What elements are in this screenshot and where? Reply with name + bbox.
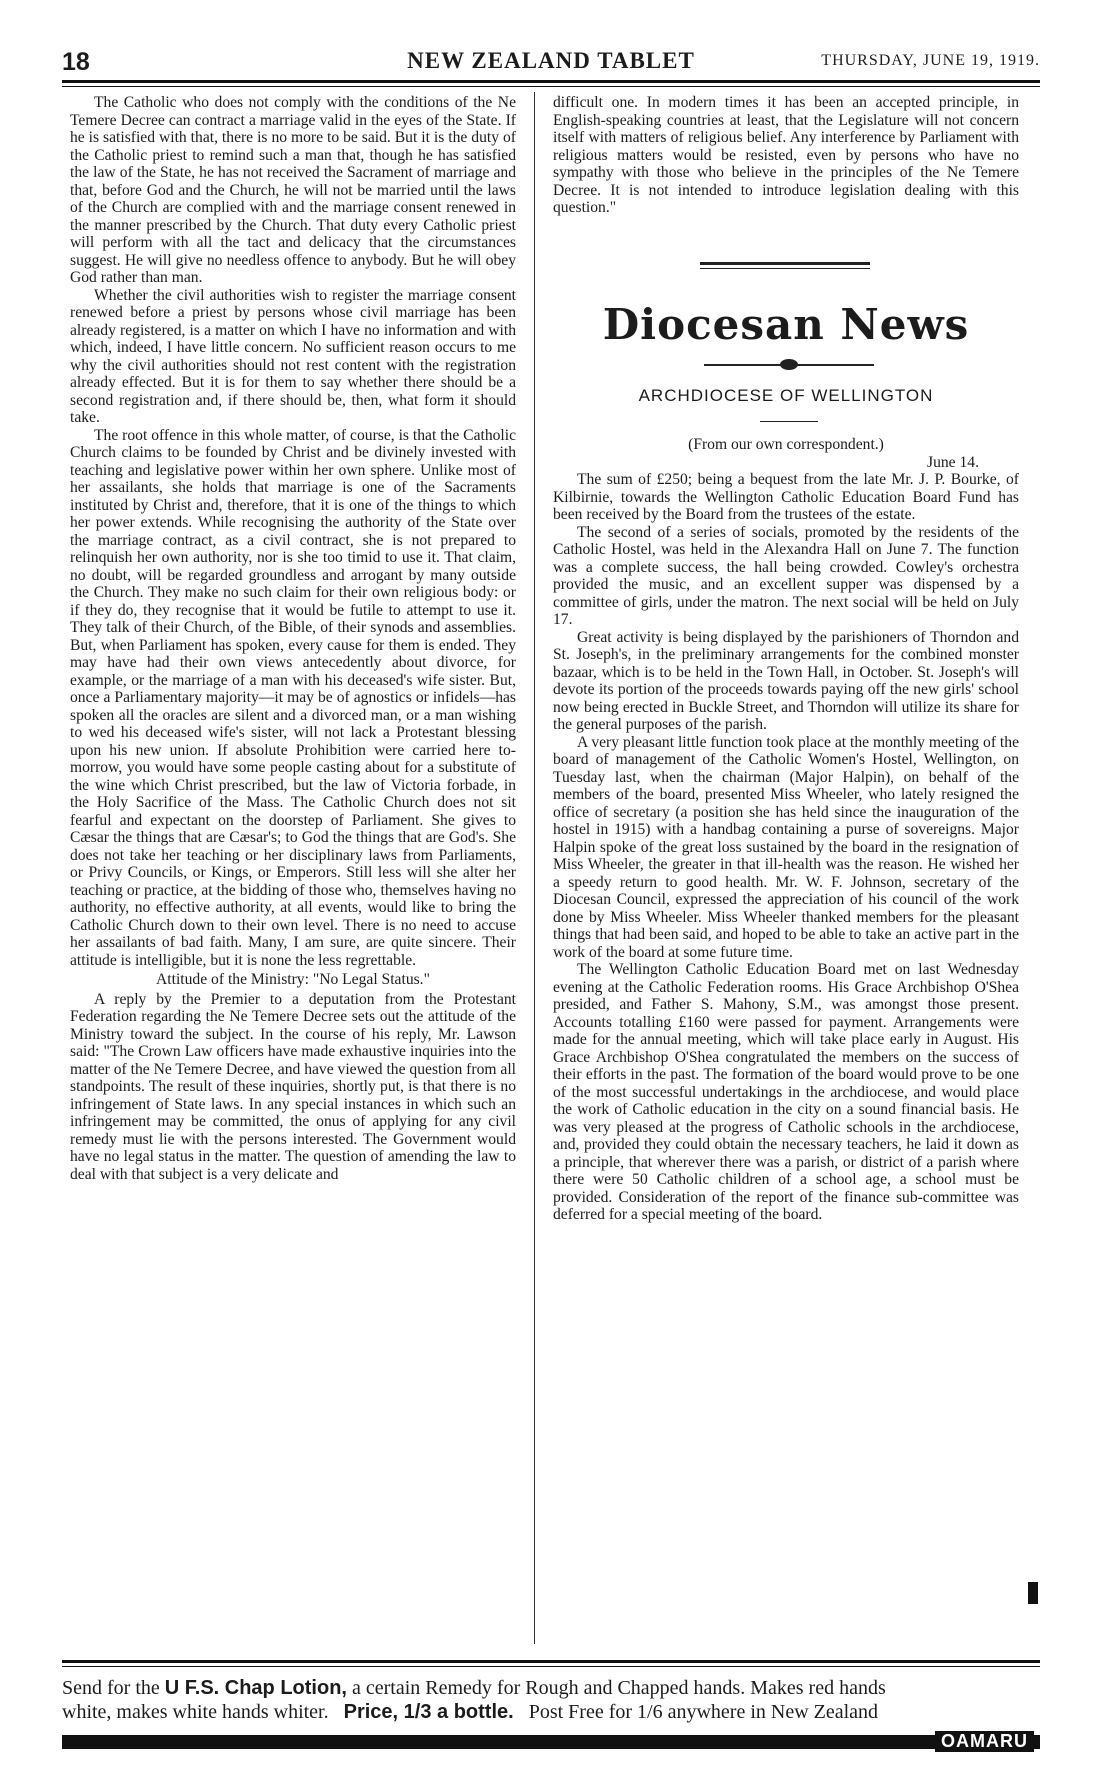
news-paragraph: The second of a series of socials, promoted by the residents of the Catholic Hostel, was held in the Alexandra Hall on June 7. The function was a complete success, the hall being crowded. Cowley's orchestra provided the music, and an excellent supper was dispensed by a committee of girls, under the matron. The next social will be held on July 17. <box>553 523 1019 628</box>
right-column-top <box>553 94 1019 217</box>
section-title: Diocesan News <box>602 300 970 349</box>
footer-bar <box>62 1735 1040 1749</box>
masthead: NEW ZEALAND TABLET <box>407 48 695 73</box>
correspondent-line: (From our own correspondent.) <box>688 436 884 453</box>
page-header <box>62 48 1040 82</box>
news-paragraph: Great activity is being displayed by the parishioners of Thorndon and St. Joseph's, in the preliminary arrangements for the combined monster bazaar, which is to be held in the Town Hall, in October. St. Joseph's will devote its portion of the proceeds towards paying off the new girls' school now being erected in Buckle Street, and Thorndon will utilize its share for the general purposes of the parish. <box>553 628 1019 733</box>
right-column-body <box>553 436 1019 1224</box>
subtitle-rule <box>760 421 818 422</box>
news-paragraph: The Wellington Catholic Education Board met on last Wednesday evening at the Catholic Federation rooms. His Grace Archbishop O'Shea presided, and Father S. Mahony, S.M., was amongst those present. Accounts totalling £160 were passed for payment. Arrangements were made for the annual meeting, which will take place early in August. His Grace Archbishop O'Shea congratulated the members on the success of their efforts in the past. The formation of the board would prove to be one of the most successful undertakings in the archdiocese, and would place the work of Catholic education in the city on a sound financial basis. He was very pleased at the progress of Catholic schools in the archdiocese, and, provided they could obtain the necessary teachers, he laid it down as a principle, that wherever there was a parish, or district of a parish where there were 50 Catholic children of a school age, a school must be provided. Consideration of the report of the finance sub-committee was deferred for a special meeting of the board. <box>553 961 1019 1223</box>
continued-paragraph: difficult one. In modern times it has been an accepted principle, in English-speaking countries at least, that the Legislature will not concern itself with matters of religious belief. Any interference by Parliament with religious matters would be resisted, even by persons who have no sympathy with those who believe in the principles of the Ne Temere Decree. It is not intended to introduce legislation dealing with this question." <box>553 94 1019 216</box>
section-rule <box>700 262 870 265</box>
footer-location: OAMARU <box>935 1731 1034 1752</box>
section-subtitle: ARCHDIOCESE OF WELLINGTON <box>638 386 934 405</box>
article-paragraph: The root offence in this whole matter, of course, is that the Catholic Church claims to be founded by Christ and be divinely invested with teaching and legislative power within her own sphere. Unlike most of her assailants, she holds that marriage is one of the Sacraments instituted by Christ and, therefore, that it is one of the things to which her power extends. While recognising the authority of the State over the marriage contract, as a civil contract, she is not prepared to relinquish her own authority, nor is she too timid to use it. That claim, no doubt, will be regarded groundless and arrogant by many outside the Church. They make no such claim for their own religious body: or if they do, they recognise that it would be futile to attempt to use it. They talk of their Church, of the Bible, of their synods and assemblies. But, when Parliament has spoken, every cause for them is ended. They may have had their own views antecedently about divorce, for example, or the marriage of a man with his deceased's wife sister. But, once a Parliamentary majority—it may be of agnostics or infidels—has spoken all the oracles are silent and a divorced man, or a man wishing to wed his deceased wife's sister, will not lack a Protestant blessing upon his new union. If absolute Prohibition were carried here to-morrow, you would have some people casting about for a substitute of the wine which Christ prescribed, but the law of Victoria forbade, in the Holy Sacrifice of the Mass. The Catholic Church does not sit fearful and expectant on the doorstep of Parliament. She gives to Cæsar the things that are Cæsar's; to God the things that are God's. She does not take her teaching or her disciplinary laws from Parliaments, or Privy Councils, or Kings, or Emperors. Still less will she alter her teaching or practice, at the bidding of those who, themselves having no authority, no effective authority, at all events, would like to bring the Catholic Church down to their own level. There is no need to accuse her assailants of bad faith. Many, I am sure, are quite sincere. Their attitude is intelligible, but it is none the less regrettable. <box>70 426 516 969</box>
ad-line-2 <box>62 1700 1040 1724</box>
dateline: June 14. <box>927 453 979 471</box>
ad-text: white, makes white hands whiter. <box>62 1701 329 1723</box>
ad-price: Price, 1/3 a bottle. <box>343 1701 514 1723</box>
ad-text: Send for the <box>62 1677 160 1699</box>
ad-text: Post Free for 1/6 anywhere in New Zealand <box>528 1701 879 1723</box>
subheading: Attitude of the Ministry: "No Legal Status." <box>156 971 430 988</box>
ornament-icon <box>780 359 798 370</box>
column-divider <box>534 92 535 1644</box>
ad-text: a certain Remedy for Rough and Chapped hands. Makes red hands <box>351 1677 886 1699</box>
ad-line-1 <box>62 1676 1040 1700</box>
issue-date: THURSDAY, JUNE 19, 1919. <box>821 52 1040 69</box>
header-rule <box>62 80 1040 83</box>
article-paragraph: The Catholic who does not comply with the conditions of the Ne Temere Decree can contract a marriage valid in the eyes of the State. If he is satisfied with that, there is no more to be said. But it is the duty of the Catholic priest to remind such a man that, though he has satisfied the law of the State, he has not received the Sacrament of marriage and that, before God and the Church, he will not be married until the laws of the Church are complied with and the marriage consent renewed in the manner prescribed by the Church. That duty every Catholic priest will perform with all the tact and delicacy that the circumstances suggest. He will give no needless offence to anybody. But he will obey God rather than man. <box>70 94 516 286</box>
news-paragraph: The sum of £250; being a bequest from the late Mr. J. P. Bourke, of Kilbirnie, towards the Wellington Catholic Education Board Fund has been received by the Board from the trustees of the estate. <box>553 471 1019 523</box>
footer-rule <box>62 1660 1040 1663</box>
section-rule-thin <box>700 268 870 269</box>
footer-rule-thin <box>62 1666 1040 1667</box>
header-rule-thin <box>62 86 1040 87</box>
page-number: 18 <box>62 48 90 76</box>
ad-brand: U F.S. Chap Lotion, <box>164 1677 347 1699</box>
news-paragraph: A very pleasant little function took place at the monthly meeting of the board of management of the Catholic Women's Hostel, Wellington, on Tuesday last, when the chairman (Major Halpin), on behalf of the members of the board, presented Miss Wheeler, who lately resigned the office of secretary (a position she has held since the inauguration of the hostel in 1915) with a handbag containing a purse of sovereigns. Major Halpin spoke of the great loss sustained by the board in the resignation of Miss Wheeler, the greater in that ill-health was the reason. He wished her a speedy return to good health. Mr. W. F. Johnson, secretary of the Diocesan Council, expressed the appreciation of his council of the work done by Miss Wheeler. Miss Wheeler thanked members for the pleasant things that had been said, and hoped to be able to take an active part in the work of the board at some future time. <box>553 733 1019 961</box>
article-paragraph: A reply by the Premier to a deputation from the Protestant Federation regarding the Ne Temere Decree sets out the attitude of the Ministry toward the subject. In the course of his reply, Mr. Lawson said: "The Crown Law officers have made exhaustive inquiries into the matter of the Ne Temere Decree, and have viewed the question from all standpoints. The result of these inquiries, shortly put, is that there is no infringement of State laws. In any special instances in which such an infringement may be committed, the onus of applying for any civil remedy must lie with the persons interested. The Government would have no legal status in the matter. The question of amending the law to deal with that subject is a very delicate and <box>70 990 516 1183</box>
margin-mark <box>1028 1582 1038 1604</box>
left-column <box>70 94 516 1183</box>
article-paragraph: Whether the civil authorities wish to register the marriage consent renewed before a priest by persons whose civil marriage has been already registered, is a matter on which I have no information and with which, indeed, I have little concern. No sufficient reason occurs to me why the civil authorities should not rest content with the registration already effected. But it is for them to say whether there should be a second registration and, if there should be, then, what form it should take. <box>70 286 516 426</box>
advertisement <box>62 1676 1040 1724</box>
